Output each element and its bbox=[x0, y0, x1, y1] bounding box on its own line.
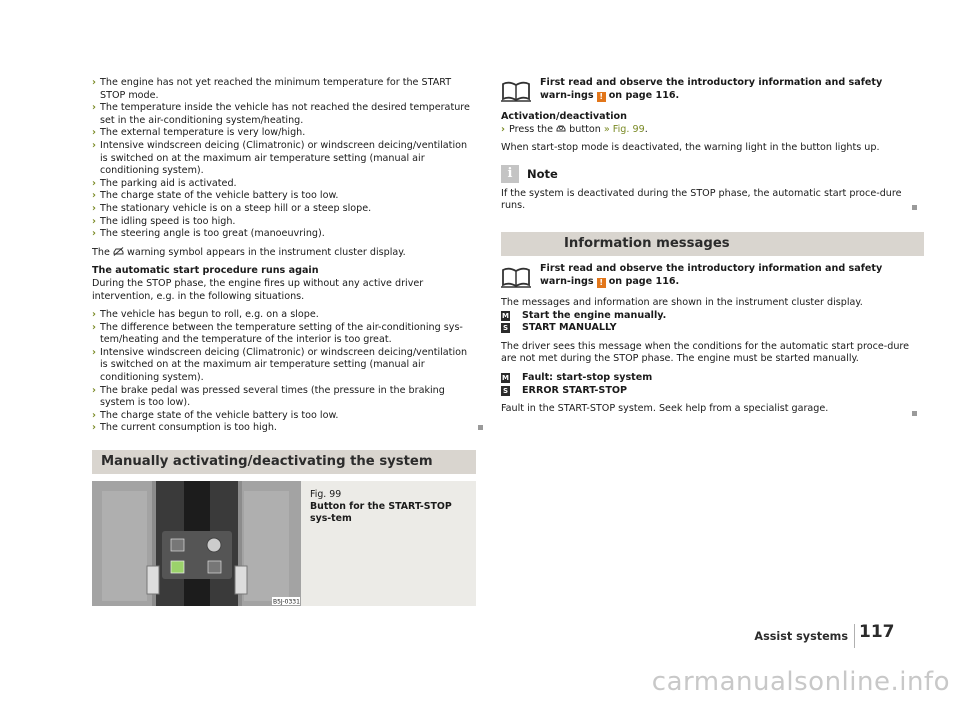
list-item: › Intensive windscreen deicing (Climatronic) or windscreen deicing/ventilation is switched on at the maximum air temperature setting (manual air conditioning system). bbox=[92, 139, 468, 177]
start-stop-symbol-icon bbox=[113, 247, 124, 256]
list-item: › The external temperature is very low/high. bbox=[92, 127, 306, 139]
bullet-list-a bbox=[92, 77, 476, 241]
list-item: › The charge state of the vehicle battery is too low. bbox=[92, 190, 339, 202]
list-item: › Press the button » Fig. 99. bbox=[501, 123, 648, 135]
list-item: › The steering angle is too great (manoeuvring). bbox=[92, 228, 325, 240]
read-first-box-2: First read and observe the introductory information and safety warn-ings ! on page 116. bbox=[501, 263, 913, 291]
footer-section-name: Assist systems bbox=[754, 630, 848, 643]
warning-icon: ! bbox=[597, 92, 606, 102]
list-item: › The temperature inside the vehicle has not reached the desired temperature set in the air-conditioning system/heating. bbox=[92, 102, 470, 126]
message-explanation-1: The driver sees this message when the conditions for the automatic start proce-dure are not met during the STOP phase. The engine must be started manually. bbox=[501, 340, 910, 365]
message-item: S ERROR START-STOP bbox=[502, 384, 628, 396]
segment-display-icon: S bbox=[502, 324, 509, 333]
message-item: S START MANUALLY bbox=[502, 322, 617, 334]
warning-symbol-sentence: The warning symbol appears in the instrument cluster display. bbox=[92, 246, 406, 258]
figure-code: B5J-0331 bbox=[273, 598, 300, 606]
list-item: › The idling speed is too high. bbox=[92, 215, 236, 227]
section-heading-info: Information messages bbox=[553, 232, 924, 256]
message-explanation-2: Fault in the START-STOP system. Seek help from a specialist garage. bbox=[501, 403, 829, 415]
start-stop-button-icon bbox=[556, 124, 566, 133]
messages-intro: The messages and information are shown in the instrument cluster display. bbox=[501, 297, 863, 308]
info-icon: i bbox=[501, 165, 519, 183]
figure-caption-text: Button for the START-STOP sys-tem bbox=[310, 501, 452, 524]
warning-icon: ! bbox=[597, 278, 606, 288]
list-item: › Intensive windscreen deicing (Climatronic) or windscreen deicing/ventilation is switched on at the maximum air temperature setting (manual air conditioning system). bbox=[92, 346, 468, 384]
auto-start-heading: The automatic start procedure runs again bbox=[92, 265, 319, 277]
message-item: M Start the engine manually. bbox=[502, 309, 667, 321]
auto-start-text: During the STOP phase, the engine fires up without any active driver intervention, e.g. in the following situations. bbox=[92, 277, 424, 302]
multifunction-display-icon: M bbox=[502, 373, 509, 382]
section-end-marker bbox=[478, 425, 483, 430]
note-text: If the system is deactivated during the STOP phase, the automatic start proce-dure runs. bbox=[501, 187, 902, 212]
list-item: › The parking aid is activated. bbox=[92, 177, 237, 189]
right-column bbox=[501, 77, 913, 213]
info-messages-section bbox=[501, 263, 913, 416]
deactivated-text: When start-stop mode is deactivated, the warning light in the button lights up. bbox=[501, 142, 880, 154]
section-heading-manual: Manually activating/deactivating the system bbox=[92, 450, 476, 474]
left-column bbox=[92, 77, 476, 435]
list-item: › The vehicle has begun to roll, e.g. on a slope. bbox=[92, 309, 319, 321]
message-item: M Fault: start-stop system bbox=[502, 371, 653, 383]
figure-label: Fig. 99 bbox=[310, 489, 342, 500]
figure-99 bbox=[92, 481, 476, 606]
list-item: › The difference between the temperature setting of the air-conditioning sys-tem/heating and the temperature of the interior is too great. bbox=[92, 321, 463, 346]
watermark: carmanualsonline.info bbox=[651, 667, 950, 698]
list-item: › The stationary vehicle is on a steep hill or a steep slope. bbox=[92, 202, 372, 214]
list-item: › The current consumption is too high. bbox=[92, 422, 277, 434]
figure-caption bbox=[310, 489, 470, 525]
section-end-marker bbox=[912, 411, 917, 416]
list-item: › The charge state of the vehicle battery is too low. bbox=[92, 409, 339, 421]
start-stop-button-photo bbox=[92, 481, 301, 606]
multifunction-display-icon: M bbox=[502, 311, 509, 320]
page-number: 117 bbox=[859, 622, 895, 642]
note-header: i Note bbox=[501, 165, 913, 183]
activation-heading: Activation/deactivation bbox=[501, 111, 627, 122]
segment-display-icon: S bbox=[502, 386, 509, 395]
book-icon bbox=[501, 79, 531, 103]
list-item: › The brake pedal was pressed several times (the pressure in the braking system is too low). bbox=[92, 384, 445, 409]
section-end-marker bbox=[912, 205, 917, 210]
bullet-list-b bbox=[92, 309, 476, 435]
list-item: › The engine has not yet reached the minimum temperature for the START STOP mode. bbox=[92, 77, 452, 101]
read-first-box-1: First read and observe the introductory information and safety warn-ings ! on page 116. bbox=[501, 77, 913, 105]
fig-99-link[interactable]: » Fig. 99 bbox=[603, 123, 645, 135]
book-icon bbox=[501, 265, 531, 289]
